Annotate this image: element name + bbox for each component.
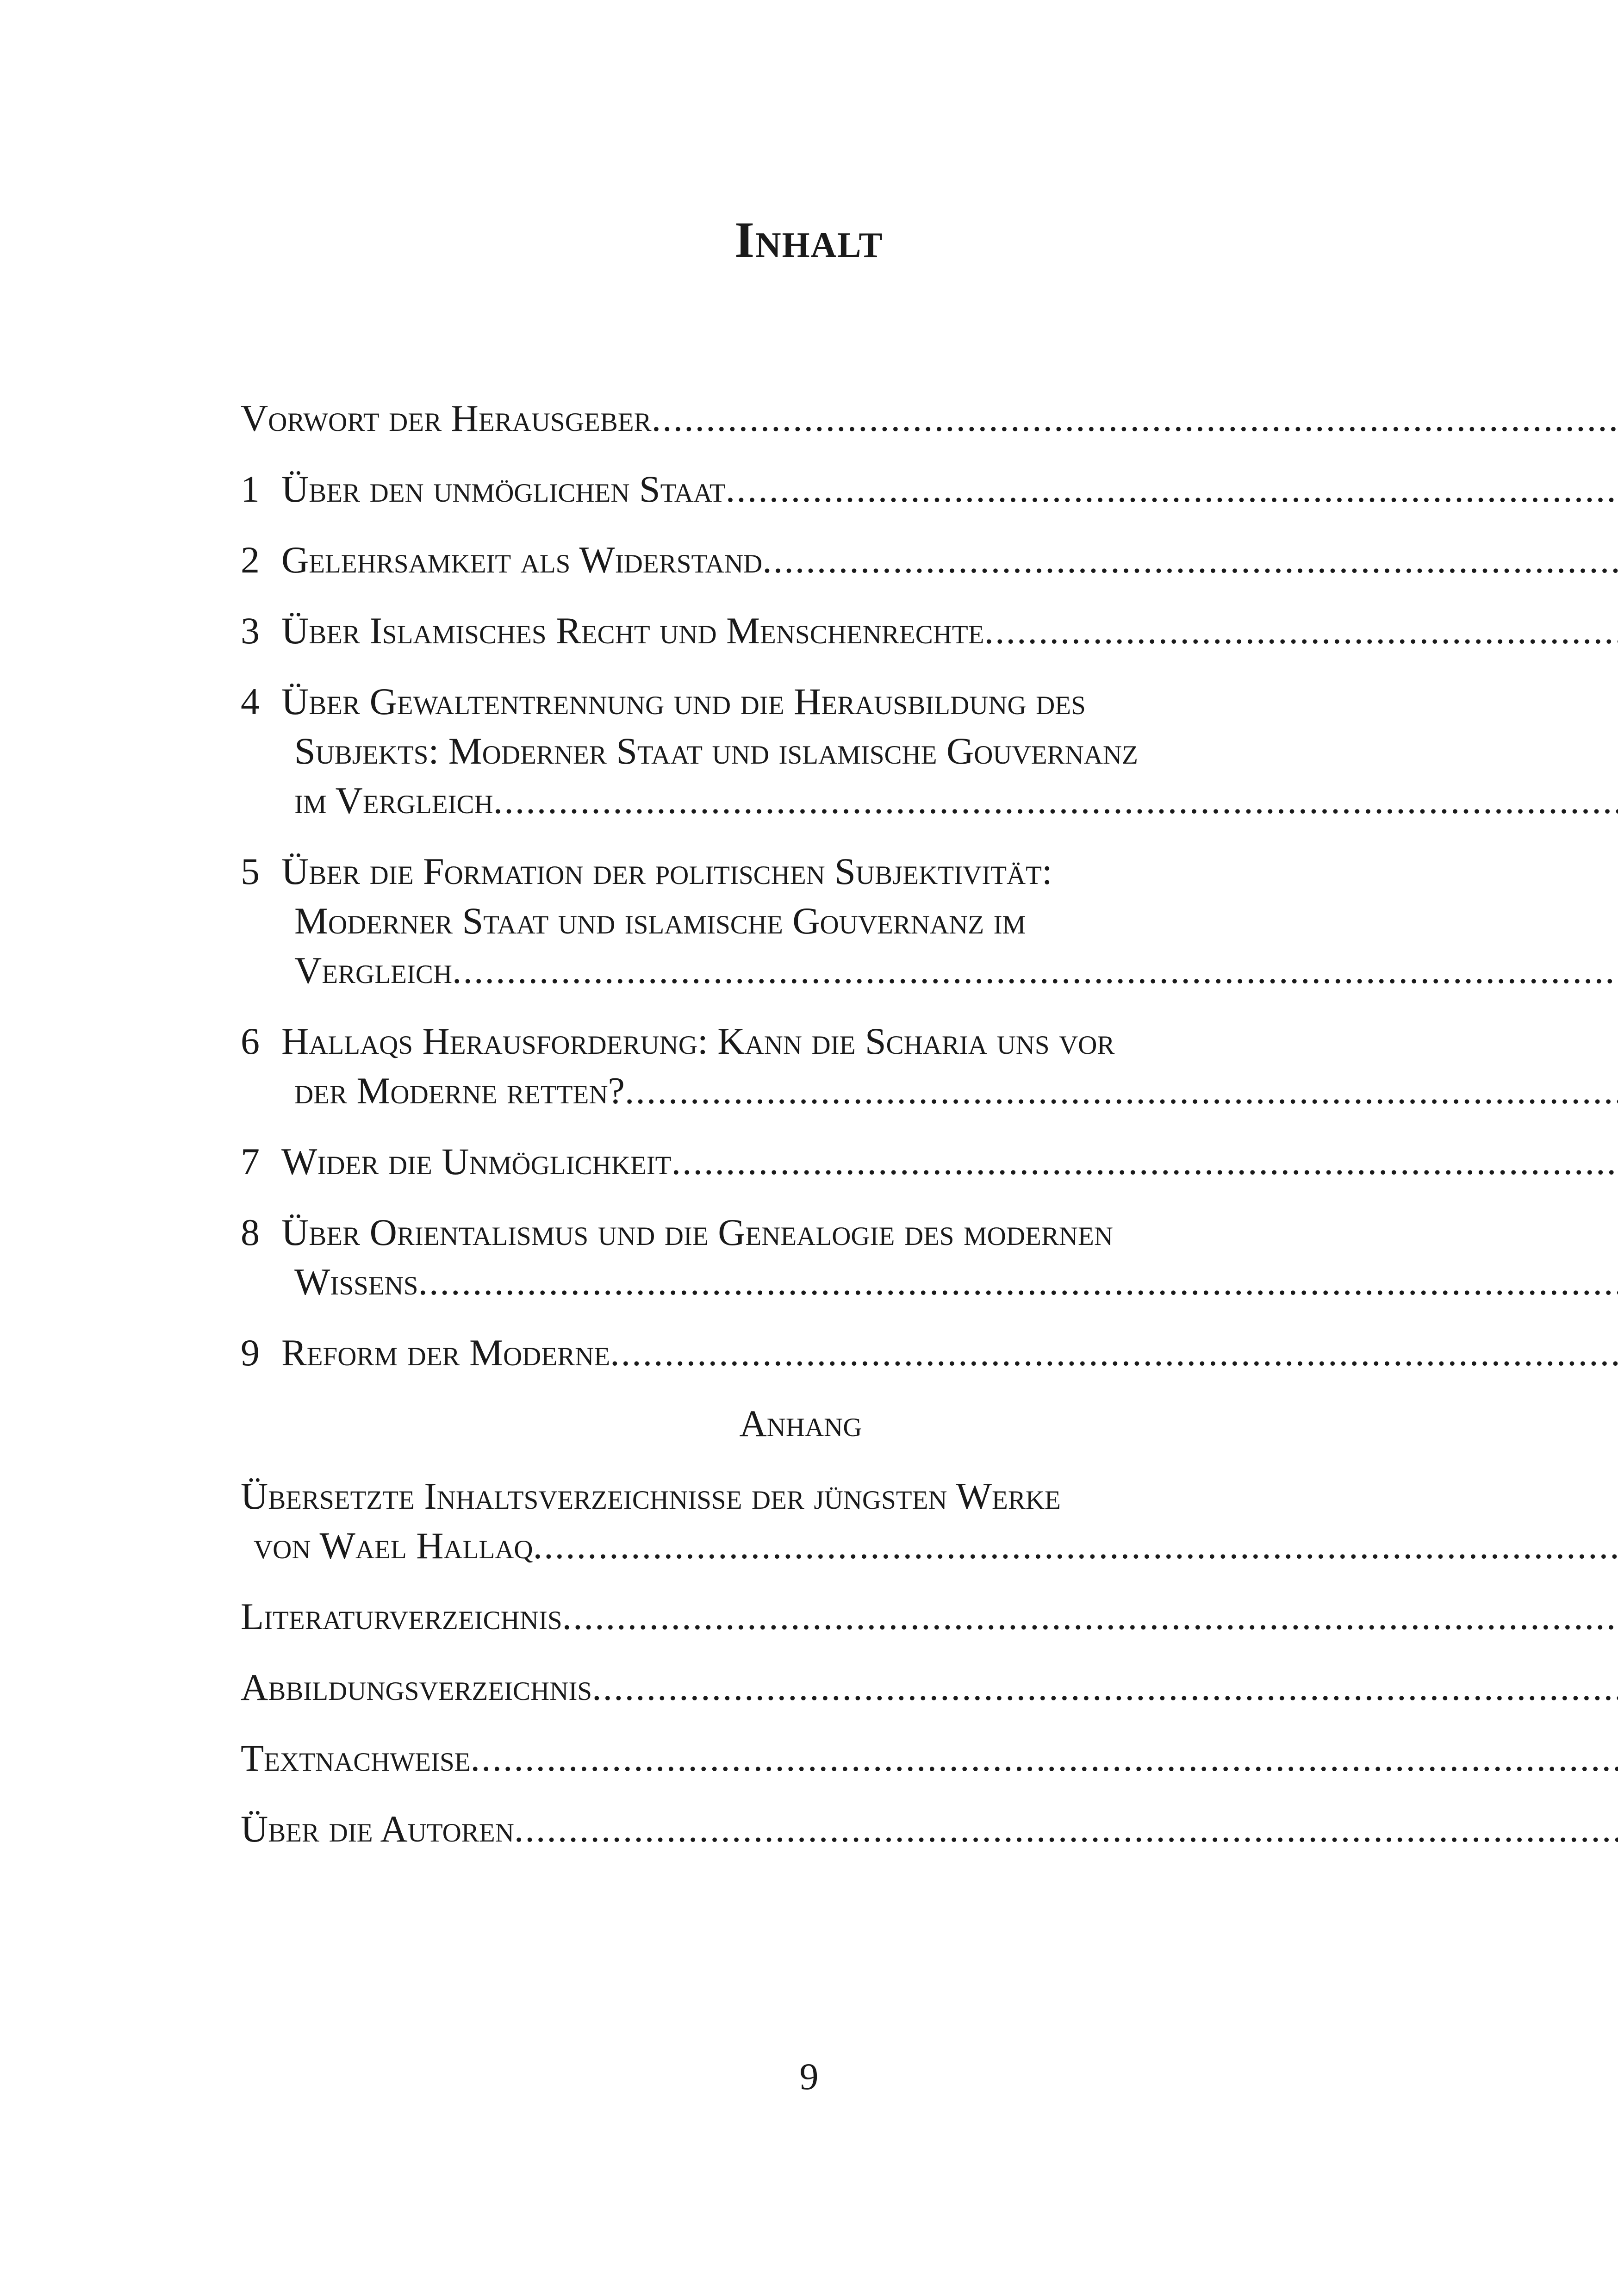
chapter-number: 6	[241, 1020, 260, 1062]
dot-leader	[652, 393, 1618, 443]
dot-leader	[726, 464, 1618, 514]
entry-title-line: Übersetzte Inhaltsverzeichnisse der jüngsten Werke	[241, 1475, 1061, 1517]
dot-leader	[762, 535, 1618, 585]
entry-title-line: Vergleich	[294, 949, 453, 991]
dot-leader	[592, 1662, 1618, 1712]
chapter-number: 9	[241, 1332, 260, 1374]
dot-leader	[452, 946, 1618, 995]
toc-entry-appendix-translated-tocs[interactable]	[241, 1471, 1361, 1570]
entry-title: Vorwort der Herausgeber	[241, 397, 652, 439]
dot-leader	[984, 606, 1618, 655]
toc-entry-chapter-4[interactable]	[241, 677, 1361, 825]
chapter-number: 7	[241, 1140, 260, 1182]
toc-entry-bibliography[interactable]	[241, 1592, 1361, 1641]
entry-title-line: im Vergleich	[294, 779, 493, 821]
chapter-number: 2	[241, 539, 260, 581]
entry-title: Abbildungsverzeichnis	[241, 1666, 592, 1708]
chapter-number: 3	[241, 610, 260, 652]
entry-title-line: Subjekts: Moderner Staat und islamische Gouvernanz	[294, 730, 1138, 772]
entry-title-line: von Wael Hallaq	[254, 1524, 533, 1567]
toc-entry-chapter-6[interactable]	[241, 1016, 1361, 1115]
page-number: 9	[799, 2055, 819, 2097]
entry-title-line: Moderner Staat und islamische Gouvernanz im	[294, 900, 1026, 942]
appendix-heading: Anhang	[739, 1402, 862, 1444]
toc-entry-chapter-7[interactable]	[241, 1137, 1361, 1186]
toc-entry-chapter-5[interactable]	[241, 846, 1361, 995]
entry-title: Textnachweise	[241, 1737, 471, 1779]
entry-title-line: Hallaqs Herausforderung: Kann die Scharia uns vor	[281, 1020, 1115, 1062]
entry-title: Literaturverzeichnis	[241, 1595, 562, 1637]
toc-entry-chapter-8[interactable]	[241, 1207, 1361, 1307]
entry-title-line: Wissens	[294, 1261, 418, 1303]
toc-entry-chapter-9[interactable]	[241, 1328, 1361, 1377]
toc-entry-text-sources[interactable]	[241, 1733, 1361, 1783]
entry-title: Reform der Moderne	[281, 1332, 610, 1374]
toc-entry-chapter-1[interactable]	[241, 464, 1361, 514]
entry-title-line: Über Orientalismus und die Genealogie des modernen	[281, 1211, 1113, 1253]
entry-title-line: der Moderne retten?	[294, 1070, 625, 1112]
chapter-number: 4	[241, 680, 260, 722]
entry-title: Wider die Unmöglichkeit	[281, 1140, 672, 1182]
entry-title: Gelehrsamkeit als Widerstand	[281, 539, 763, 581]
entry-title: Über Islamisches Recht und Menschenrechte	[281, 610, 984, 652]
dot-leader	[418, 1257, 1618, 1307]
page-title: Inhalt	[734, 212, 884, 268]
chapter-number: 5	[241, 850, 260, 892]
dot-leader	[625, 1066, 1618, 1115]
dot-leader	[514, 1804, 1618, 1854]
dot-leader	[493, 776, 1618, 825]
entry-title-line: Über Gewaltentrennung und die Herausbildung des	[281, 680, 1086, 722]
chapter-number: 8	[241, 1211, 260, 1253]
toc-entry-about-authors[interactable]	[241, 1804, 1361, 1854]
dot-leader	[471, 1733, 1618, 1783]
entry-title: Über die Autoren	[241, 1808, 514, 1850]
chapter-number: 1	[241, 468, 260, 510]
table-of-contents	[241, 393, 1361, 1875]
dot-leader	[562, 1592, 1618, 1641]
toc-entry-chapter-3[interactable]	[241, 606, 1361, 655]
entry-title-line: Über die Formation der politischen Subjektivität:	[281, 850, 1052, 892]
dot-leader	[610, 1328, 1618, 1377]
dot-leader	[672, 1137, 1618, 1186]
toc-entry-list-of-figures[interactable]	[241, 1662, 1361, 1712]
entry-title: Über den unmöglichen Staat	[281, 468, 726, 510]
toc-entry-chapter-2[interactable]	[241, 535, 1361, 585]
toc-entry-foreword[interactable]	[241, 393, 1361, 443]
dot-leader	[533, 1521, 1618, 1570]
